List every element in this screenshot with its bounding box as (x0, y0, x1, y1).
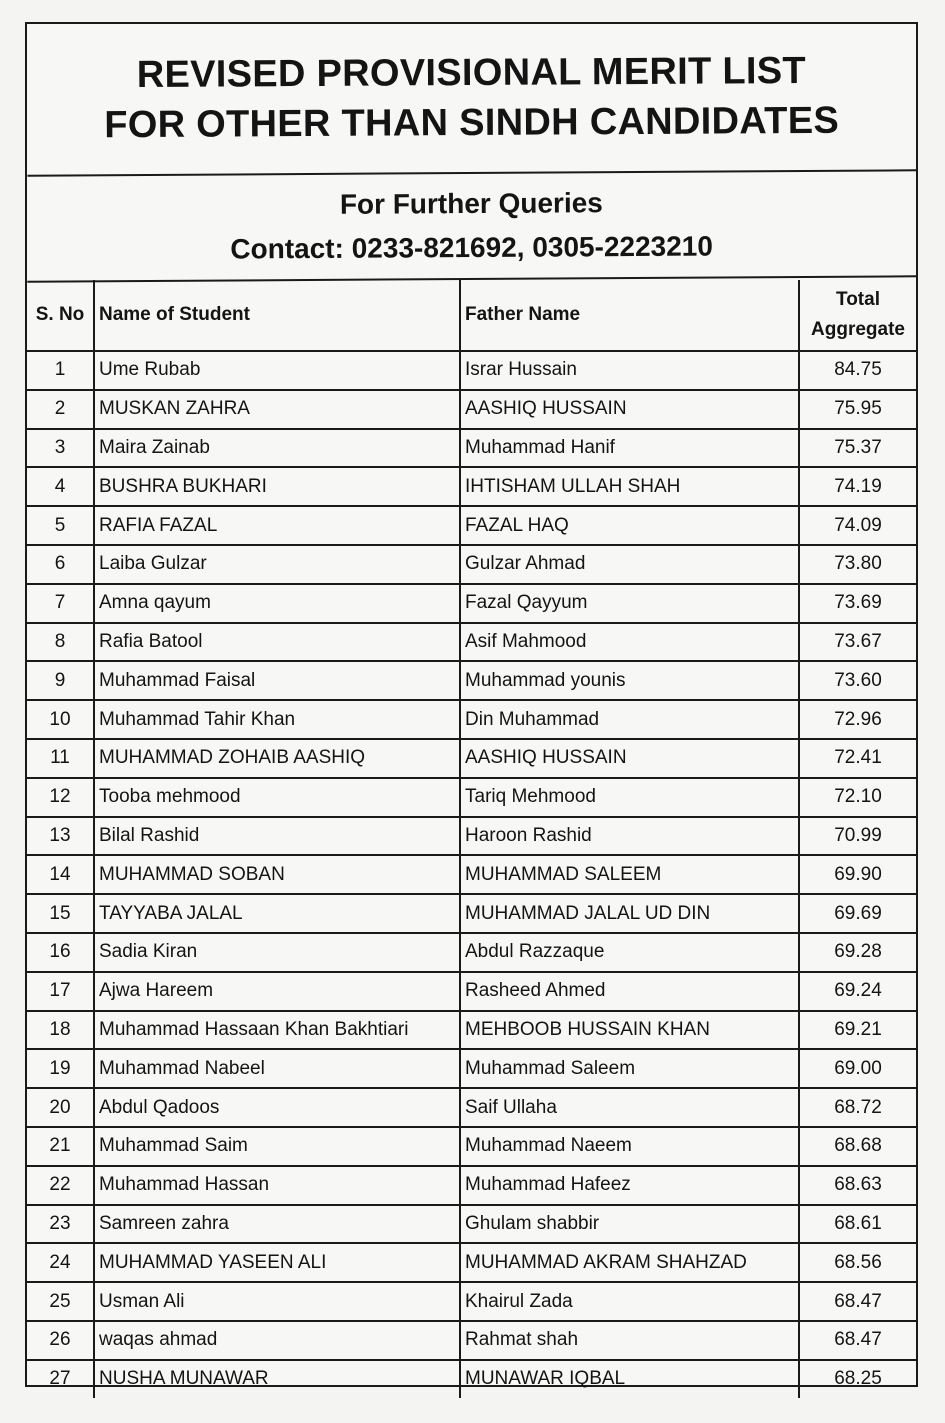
cell-student-name: Laiba Gulzar (94, 545, 460, 584)
table-row (27, 933, 916, 972)
cell-student-name: Muhammad Nabeel (94, 1049, 460, 1088)
cell-father-name: Muhammad Hafeez (460, 1166, 799, 1205)
cell-total-aggregate: 68.47 (799, 1321, 916, 1360)
table-row (27, 467, 916, 506)
table-row (27, 429, 916, 468)
cell-student-name: Maira Zainab (94, 429, 460, 468)
merit-list-sheet (25, 22, 918, 1390)
cell-father-name: MUHAMMAD AKRAM SHAHZAD (460, 1243, 799, 1282)
cell-total-aggregate: 68.47 (799, 1282, 916, 1321)
table-row (27, 1205, 916, 1244)
cell-father-name: MEHBOOB HUSSAIN KHAN (460, 1011, 799, 1050)
cell-sno: 27 (27, 1360, 94, 1398)
cell-total-aggregate: 72.96 (799, 700, 916, 739)
table-row (27, 390, 916, 429)
cell-student-name: waqas ahmad (94, 1321, 460, 1360)
cell-sno: 24 (27, 1243, 94, 1282)
cell-student-name: MUHAMMAD SOBAN (94, 855, 460, 894)
cell-father-name: Asif Mahmood (460, 623, 799, 662)
cell-total-aggregate: 73.80 (799, 545, 916, 584)
cell-sno: 2 (27, 390, 94, 429)
cell-student-name: Rafia Batool (94, 623, 460, 662)
cell-father-name: Din Muhammad (460, 700, 799, 739)
table-row (27, 661, 916, 700)
table-row (27, 739, 916, 778)
cell-father-name: Abdul Razzaque (460, 933, 799, 972)
cell-sno: 8 (27, 623, 94, 662)
cell-father-name: AASHIQ HUSSAIN (460, 390, 799, 429)
cell-sno: 4 (27, 467, 94, 506)
cell-total-aggregate: 72.41 (799, 739, 916, 778)
cell-total-aggregate: 73.67 (799, 623, 916, 662)
cell-sno: 22 (27, 1166, 94, 1205)
document-title-line-1: REVISED PROVISIONAL MERIT LIST (136, 49, 807, 97)
cell-sno: 9 (27, 661, 94, 700)
cell-student-name: MUHAMMAD YASEEN ALI (94, 1243, 460, 1282)
cell-sno: 25 (27, 1282, 94, 1321)
table-row (27, 700, 916, 739)
cell-sno: 7 (27, 584, 94, 623)
cell-student-name: Muhammad Saim (94, 1127, 460, 1166)
cell-father-name: MUNAWAR IQBAL (460, 1360, 799, 1398)
cell-father-name: Muhammad younis (460, 661, 799, 700)
cell-total-aggregate: 70.99 (799, 817, 916, 856)
cell-total-aggregate: 69.69 (799, 894, 916, 933)
cell-father-name: Ghulam shabbir (460, 1205, 799, 1244)
cell-sno: 16 (27, 933, 94, 972)
cell-total-aggregate: 84.75 (799, 351, 916, 390)
cell-total-aggregate: 69.90 (799, 855, 916, 894)
cell-sno: 10 (27, 700, 94, 739)
cell-student-name: RAFIA FAZAL (94, 506, 460, 545)
cell-sno: 23 (27, 1205, 94, 1244)
cell-student-name: Ume Rubab (94, 351, 460, 390)
table-row (27, 1282, 916, 1321)
table-row (27, 894, 916, 933)
cell-total-aggregate: 69.21 (799, 1011, 916, 1050)
cell-student-name: BUSHRA BUKHARI (94, 467, 460, 506)
header-student-name: Name of Student (94, 280, 460, 351)
table-row (27, 1243, 916, 1282)
table-row (27, 1360, 916, 1398)
document-title-line-2: FOR OTHER THAN SINDH CANDIDATES (104, 99, 840, 147)
cell-student-name: Muhammad Hassaan Khan Bakhtiari (94, 1011, 460, 1050)
cell-total-aggregate: 74.09 (799, 506, 916, 545)
table-row (27, 855, 916, 894)
cell-father-name: Israr Hussain (460, 351, 799, 390)
cell-sno: 17 (27, 972, 94, 1011)
cell-father-name: Fazal Qayyum (460, 584, 799, 623)
cell-father-name: Khairul Zada (460, 1282, 799, 1321)
cell-total-aggregate: 68.25 (834, 1368, 882, 1390)
cell-total-aggregate: 73.69 (799, 584, 916, 623)
table-row (27, 351, 916, 390)
cell-sno: 20 (27, 1088, 94, 1127)
cell-sno: 21 (27, 1127, 94, 1166)
cell-student-name: MUHAMMAD ZOHAIB AASHIQ (94, 739, 460, 778)
cell-father-name: FAZAL HAQ (460, 506, 799, 545)
cell-sno: 1 (27, 351, 94, 390)
cell-sno: 18 (27, 1011, 94, 1050)
cell-father-name: AASHIQ HUSSAIN (460, 739, 799, 778)
cell-father-name: Rahmat shah (460, 1321, 799, 1360)
contact-numbers: Contact: 0233-821692, 0305-2223210 (230, 230, 713, 265)
cell-total-aggregate: 75.37 (799, 429, 916, 468)
cell-father-name: MUHAMMAD SALEEM (460, 855, 799, 894)
title-box (27, 21, 917, 176)
cell-student-name: Samreen zahra (94, 1205, 460, 1244)
header-agg-line-2: Aggregate (811, 319, 905, 340)
cell-father-name: MUHAMMAD JALAL UD DIN (460, 894, 799, 933)
table-row (27, 1088, 916, 1127)
cell-father-name: Rasheed Ahmed (460, 972, 799, 1011)
cell-father-name: Tariq Mehmood (460, 778, 799, 817)
contact-box (27, 171, 917, 282)
cell-student-name: Muhammad Faisal (94, 661, 460, 700)
table-row (27, 1321, 916, 1360)
cell-sno: 19 (27, 1049, 94, 1088)
header-total-aggregate (799, 280, 916, 351)
cell-total-aggregate: 73.60 (799, 661, 916, 700)
table-row (27, 1166, 916, 1205)
table-row (27, 1049, 916, 1088)
cell-student-name: Usman Ali (94, 1282, 460, 1321)
queries-heading: For Further Queries (339, 187, 603, 220)
cell-total-aggregate: 69.24 (799, 972, 916, 1011)
merit-table (27, 280, 916, 1398)
table-row (27, 972, 916, 1011)
header-agg-line-1: Total (836, 289, 880, 310)
header-sno: S. No (27, 280, 94, 351)
cell-total-aggregate: 75.95 (799, 390, 916, 429)
cell-sno: 6 (27, 545, 94, 584)
cell-sno: 3 (27, 429, 94, 468)
header-father-name: Father Name (460, 280, 799, 351)
table-row (27, 584, 916, 623)
cell-total-aggregate: 69.28 (799, 933, 916, 972)
cell-total-aggregate: 69.00 (799, 1049, 916, 1088)
cell-sno: 11 (27, 739, 94, 778)
cell-father-name: Haroon Rashid (460, 817, 799, 856)
cell-student-name: MUSKAN ZAHRA (94, 390, 460, 429)
cell-father-name: IHTISHAM ULLAH SHAH (460, 467, 799, 506)
cell-father-name: Gulzar Ahmad (460, 545, 799, 584)
cell-father-name: Saif Ullaha (460, 1088, 799, 1127)
table-row (27, 623, 916, 662)
cell-student-name: NUSHA MUNAWAR (94, 1360, 460, 1398)
cell-total-aggregate: 68.63 (799, 1166, 916, 1205)
cell-father-name: Muhammad Saleem (460, 1049, 799, 1088)
cell-student-name: Muhammad Hassan (94, 1166, 460, 1205)
cell-student-name: Tooba mehmood (94, 778, 460, 817)
cell-father-name: Muhammad Naeem (460, 1127, 799, 1166)
cell-sno: 14 (27, 855, 94, 894)
cell-total-aggregate: 74.19 (799, 467, 916, 506)
cell-sno: 15 (27, 894, 94, 933)
cell-sno: 13 (27, 817, 94, 856)
cell-total-aggregate: 68.61 (799, 1205, 916, 1244)
cell-sno: 12 (27, 778, 94, 817)
cell-student-name: Bilal Rashid (94, 817, 460, 856)
cell-total-aggregate: 68.56 (799, 1243, 916, 1282)
table-row (27, 1127, 916, 1166)
cell-student-name: Amna qayum (94, 584, 460, 623)
table-header-row (27, 280, 916, 351)
cell-total-aggregate: 72.10 (799, 778, 916, 817)
cell-student-name: Muhammad Tahir Khan (94, 700, 460, 739)
cell-sno: 26 (27, 1321, 94, 1360)
cell-student-name: TAYYABA JALAL (94, 894, 460, 933)
table-row (27, 778, 916, 817)
table-row (27, 545, 916, 584)
cell-student-name: Sadia Kiran (94, 933, 460, 972)
cell-sno: 5 (27, 506, 94, 545)
cell-student-name: Ajwa Hareem (94, 972, 460, 1011)
table-row (27, 817, 916, 856)
cell-total-aggregate: 68.72 (799, 1088, 916, 1127)
cell-total-aggregate: 68.68 (799, 1127, 916, 1166)
cell-father-name: Muhammad Hanif (460, 429, 799, 468)
cell-student-name: Abdul Qadoos (94, 1088, 460, 1127)
table-row (27, 506, 916, 545)
table-row (27, 1011, 916, 1050)
merit-table-body (27, 351, 916, 1398)
